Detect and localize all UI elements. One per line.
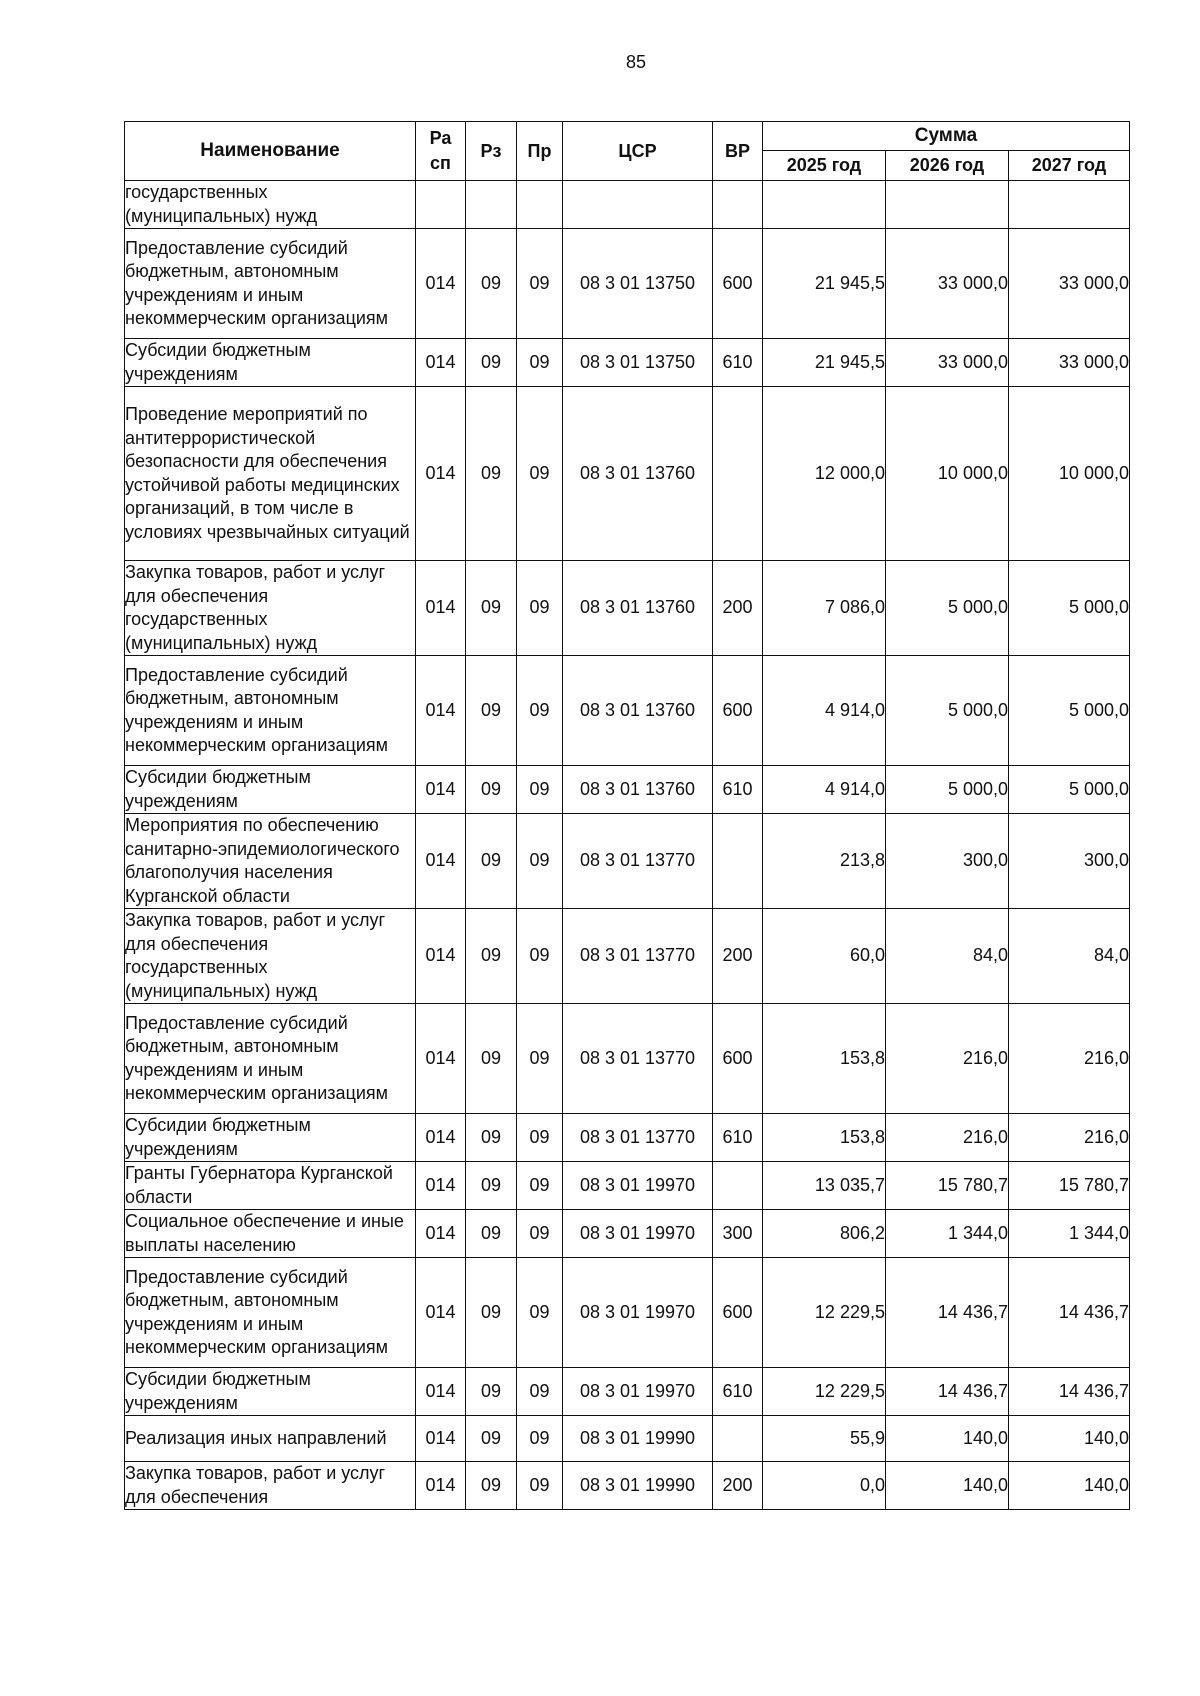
cell-2025: 153,8 [763, 1004, 886, 1114]
cell-rz: 09 [466, 766, 517, 814]
page-number: 85 [625, 52, 647, 72]
cell-2026 [886, 181, 1009, 229]
cell-vr [713, 1416, 763, 1462]
cell-2025 [763, 181, 886, 229]
cell-name: Предоставление субсидий бюджетным, автономным учреждениям и иным некоммерческим организациям [125, 1258, 416, 1368]
table-row [125, 561, 1130, 656]
cell-csr: 08 3 01 13770 [563, 909, 713, 1004]
cell-pr: 09 [517, 229, 563, 339]
cell-vr: 600 [713, 656, 763, 766]
cell-2026: 5 000,0 [886, 766, 1009, 814]
cell-csr: 08 3 01 13760 [563, 766, 713, 814]
table-row [125, 339, 1130, 387]
cell-name: Мероприятия по обеспечению санитарно-эпидемиологического благополучия населения Курганской области [125, 814, 416, 909]
cell-2027: 33 000,0 [1009, 229, 1130, 339]
cell-name: Субсидии бюджетным учреждениям [125, 766, 416, 814]
header-rasp-line1: Ра [429, 128, 452, 148]
cell-rz: 09 [466, 1210, 517, 1258]
cell-name: Проведение мероприятий по антитеррористической безопасности для обеспечения устойчивой работы медицинских организаций, в том числе в условиях чрезвычайных ситуаций [125, 387, 416, 561]
cell-pr: 09 [517, 1368, 563, 1416]
header-2026: 2026 год [886, 151, 1009, 181]
cell-csr: 08 3 01 19970 [563, 1162, 713, 1210]
cell-rz: 09 [466, 339, 517, 387]
cell-name: Закупка товаров, работ и услуг для обеспечения государственных (муниципальных) нужд [125, 909, 416, 1004]
cell-pr: 09 [517, 1210, 563, 1258]
cell-rasp [416, 181, 466, 229]
cell-2026: 84,0 [886, 909, 1009, 1004]
table-header [125, 122, 1130, 181]
cell-2027: 5 000,0 [1009, 561, 1130, 656]
cell-2025: 21 945,5 [763, 339, 886, 387]
table-row [125, 1162, 1130, 1210]
cell-name: государственных (муниципальных) нужд [125, 181, 416, 229]
cell-rasp: 014 [416, 1210, 466, 1258]
cell-pr: 09 [517, 339, 563, 387]
cell-rasp: 014 [416, 561, 466, 656]
cell-pr: 09 [517, 909, 563, 1004]
cell-pr [517, 181, 563, 229]
header-2027: 2027 год [1009, 151, 1130, 181]
cell-2025: 7 086,0 [763, 561, 886, 656]
cell-rasp: 014 [416, 387, 466, 561]
cell-2026: 300,0 [886, 814, 1009, 909]
cell-csr: 08 3 01 13770 [563, 814, 713, 909]
cell-2027: 5 000,0 [1009, 656, 1130, 766]
cell-rz: 09 [466, 1416, 517, 1462]
cell-csr: 08 3 01 19970 [563, 1368, 713, 1416]
cell-2026: 33 000,0 [886, 229, 1009, 339]
cell-2027: 15 780,7 [1009, 1162, 1130, 1210]
cell-2027: 216,0 [1009, 1004, 1130, 1114]
cell-name: Закупка товаров, работ и услуг для обеспечения [125, 1462, 416, 1510]
header-2025: 2025 год [763, 151, 886, 181]
cell-rasp: 014 [416, 1162, 466, 1210]
cell-2026: 5 000,0 [886, 561, 1009, 656]
cell-vr: 600 [713, 1004, 763, 1114]
cell-rz: 09 [466, 229, 517, 339]
cell-2025: 213,8 [763, 814, 886, 909]
cell-pr: 09 [517, 1416, 563, 1462]
header-rasp [416, 122, 466, 181]
header-vr: ВР [713, 122, 763, 181]
cell-2027: 14 436,7 [1009, 1368, 1130, 1416]
cell-rasp: 014 [416, 656, 466, 766]
cell-rasp: 014 [416, 1258, 466, 1368]
cell-name: Социальное обеспечение и иные выплаты населению [125, 1210, 416, 1258]
cell-2027: 84,0 [1009, 909, 1130, 1004]
cell-rasp: 014 [416, 766, 466, 814]
table-body [125, 181, 1130, 1510]
cell-vr: 200 [713, 909, 763, 1004]
cell-2025: 806,2 [763, 1210, 886, 1258]
cell-2025: 60,0 [763, 909, 886, 1004]
cell-rz: 09 [466, 1368, 517, 1416]
cell-2027: 140,0 [1009, 1462, 1130, 1510]
cell-pr: 09 [517, 814, 563, 909]
cell-csr: 08 3 01 13760 [563, 656, 713, 766]
table-row [125, 1416, 1130, 1462]
cell-csr: 08 3 01 13750 [563, 229, 713, 339]
table-row [125, 1258, 1130, 1368]
cell-pr: 09 [517, 1258, 563, 1368]
cell-2027: 216,0 [1009, 1114, 1130, 1162]
cell-csr: 08 3 01 13760 [563, 561, 713, 656]
cell-pr: 09 [517, 1114, 563, 1162]
cell-csr: 08 3 01 13770 [563, 1114, 713, 1162]
cell-name: Закупка товаров, работ и услуг для обеспечения государственных (муниципальных) нужд [125, 561, 416, 656]
cell-2026: 14 436,7 [886, 1258, 1009, 1368]
header-rasp-line2: сп [430, 153, 451, 173]
cell-vr: 200 [713, 1462, 763, 1510]
cell-2026: 14 436,7 [886, 1368, 1009, 1416]
cell-2026: 216,0 [886, 1004, 1009, 1114]
cell-name: Субсидии бюджетным учреждениям [125, 1368, 416, 1416]
table-row [125, 656, 1130, 766]
cell-2026: 1 344,0 [886, 1210, 1009, 1258]
cell-2026: 15 780,7 [886, 1162, 1009, 1210]
table-row [125, 181, 1130, 229]
cell-rasp: 014 [416, 909, 466, 1004]
table-row [125, 229, 1130, 339]
cell-2025: 55,9 [763, 1416, 886, 1462]
cell-2026: 33 000,0 [886, 339, 1009, 387]
cell-2027: 33 000,0 [1009, 339, 1130, 387]
cell-name: Предоставление субсидий бюджетным, автономным учреждениям и иным некоммерческим организациям [125, 1004, 416, 1114]
cell-vr: 300 [713, 1210, 763, 1258]
cell-vr [713, 814, 763, 909]
cell-2026: 10 000,0 [886, 387, 1009, 561]
cell-vr: 610 [713, 766, 763, 814]
cell-pr: 09 [517, 387, 563, 561]
cell-pr: 09 [517, 1004, 563, 1114]
table-row [125, 1210, 1130, 1258]
cell-2025: 4 914,0 [763, 766, 886, 814]
table-row [125, 814, 1130, 909]
cell-csr: 08 3 01 19990 [563, 1416, 713, 1462]
cell-rz: 09 [466, 1462, 517, 1510]
cell-rasp: 014 [416, 229, 466, 339]
cell-csr: 08 3 01 13750 [563, 339, 713, 387]
cell-csr: 08 3 01 13770 [563, 1004, 713, 1114]
cell-name: Реализация иных направлений [125, 1416, 416, 1462]
cell-pr: 09 [517, 656, 563, 766]
cell-2025: 21 945,5 [763, 229, 886, 339]
cell-pr: 09 [517, 1462, 563, 1510]
table-row [125, 1462, 1130, 1510]
cell-vr [713, 1162, 763, 1210]
table-row [125, 1114, 1130, 1162]
cell-pr: 09 [517, 561, 563, 656]
cell-vr: 600 [713, 229, 763, 339]
cell-rz: 09 [466, 909, 517, 1004]
cell-2025: 0,0 [763, 1462, 886, 1510]
header-csr: ЦСР [563, 122, 713, 181]
header-name: Наименование [125, 122, 416, 181]
cell-rasp: 014 [416, 814, 466, 909]
cell-name: Предоставление субсидий бюджетным, автономным учреждениям и иным некоммерческим организациям [125, 656, 416, 766]
cell-2025: 13 035,7 [763, 1162, 886, 1210]
cell-2025: 12 000,0 [763, 387, 886, 561]
cell-2027: 140,0 [1009, 1416, 1130, 1462]
cell-2026: 140,0 [886, 1462, 1009, 1510]
cell-name: Предоставление субсидий бюджетным, автономным учреждениям и иным некоммерческим организациям [125, 229, 416, 339]
cell-2027: 14 436,7 [1009, 1258, 1130, 1368]
cell-csr: 08 3 01 19990 [563, 1462, 713, 1510]
cell-2025: 12 229,5 [763, 1368, 886, 1416]
cell-rasp: 014 [416, 1462, 466, 1510]
table-row [125, 387, 1130, 561]
table-row [125, 1004, 1130, 1114]
cell-2027: 10 000,0 [1009, 387, 1130, 561]
table-row [125, 766, 1130, 814]
cell-rz: 09 [466, 656, 517, 766]
cell-csr: 08 3 01 19970 [563, 1210, 713, 1258]
cell-2026: 5 000,0 [886, 656, 1009, 766]
cell-vr: 610 [713, 1368, 763, 1416]
cell-name: Гранты Губернатора Курганской области [125, 1162, 416, 1210]
cell-name: Субсидии бюджетным учреждениям [125, 339, 416, 387]
cell-vr [713, 387, 763, 561]
cell-rz: 09 [466, 1258, 517, 1368]
cell-rasp: 014 [416, 1416, 466, 1462]
cell-csr [563, 181, 713, 229]
cell-csr: 08 3 01 19970 [563, 1258, 713, 1368]
table-row [125, 909, 1130, 1004]
cell-2027: 300,0 [1009, 814, 1130, 909]
cell-2027: 5 000,0 [1009, 766, 1130, 814]
cell-rz: 09 [466, 561, 517, 656]
cell-rz [466, 181, 517, 229]
cell-vr [713, 181, 763, 229]
budget-table [124, 121, 1130, 1510]
header-rz: Рз [466, 122, 517, 181]
cell-rasp: 014 [416, 339, 466, 387]
cell-2025: 12 229,5 [763, 1258, 886, 1368]
header-sum: Сумма [763, 122, 1130, 151]
cell-rasp: 014 [416, 1114, 466, 1162]
cell-rasp: 014 [416, 1368, 466, 1416]
cell-vr: 610 [713, 1114, 763, 1162]
cell-vr: 610 [713, 339, 763, 387]
cell-rz: 09 [466, 1162, 517, 1210]
cell-pr: 09 [517, 766, 563, 814]
cell-pr: 09 [517, 1162, 563, 1210]
table-row [125, 1368, 1130, 1416]
cell-rz: 09 [466, 1004, 517, 1114]
cell-rasp: 014 [416, 1004, 466, 1114]
cell-vr: 200 [713, 561, 763, 656]
cell-name: Субсидии бюджетным учреждениям [125, 1114, 416, 1162]
cell-2027 [1009, 181, 1130, 229]
cell-2026: 140,0 [886, 1416, 1009, 1462]
cell-2025: 4 914,0 [763, 656, 886, 766]
cell-2025: 153,8 [763, 1114, 886, 1162]
cell-rz: 09 [466, 387, 517, 561]
cell-rz: 09 [466, 814, 517, 909]
cell-vr: 600 [713, 1258, 763, 1368]
cell-2027: 1 344,0 [1009, 1210, 1130, 1258]
cell-csr: 08 3 01 13760 [563, 387, 713, 561]
header-pr: Пр [517, 122, 563, 181]
cell-rz: 09 [466, 1114, 517, 1162]
cell-2026: 216,0 [886, 1114, 1009, 1162]
